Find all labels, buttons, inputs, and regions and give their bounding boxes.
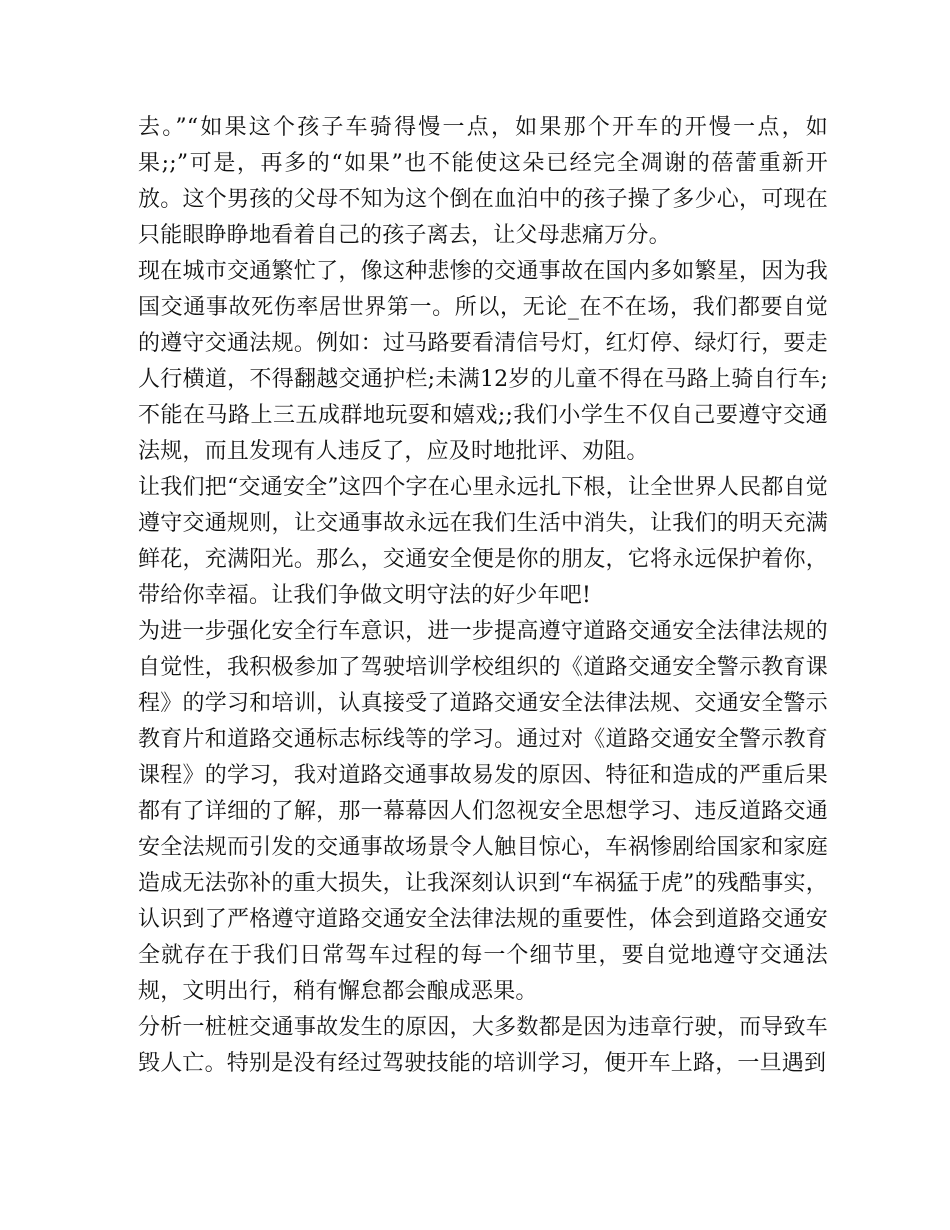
paragraph-4: 为进一步强化安全行车意识，进一步提高遵守道路交通安全法律法规的自觉性，我积极参加了驾驶培训学校组织的《道路交通安全警示教育课程》的学习和培训，认真接受了道路交通安全法律法规、交通安全警示教育片和道路交通标志标线等的学习。通过对《道路交通安全警示教育课程》的学习，我对道路交通事故易发的原因、特征和造成的严重后果都有了详细的了解，那一幕幕因人们忽视安全思想学习、违反道路交通安全法规而引发的交通事故场景令人触目惊心，车祸惨剧给国家和家庭造成无法弥补的重大损失，让我深刻认识到“车祸猛于虎”的残酷事实，认识到了严格遵守道路交通安全法律法规的重要性，体会到道路交通安全就存在于我们日常驾车过程的每一个细节里，要自觉地遵守交通法规，文明出行，稍有懈怠都会酿成恶果。 (138, 619, 828, 1004)
paragraph-2: 现在城市交通繁忙了，像这种悲惨的交通事故在国内多如繁星，因为我国交通事故死伤率居世界第一。所以，无论_在不在场，我们都要自觉的遵守交通法规。例如：过马路要看清信号灯，红灯停、绿灯行，要走人行横道，不得翻越交通护栏;未满12岁的儿童不得在马路上骑自行车;不能在马路上三五成群地玩耍和嬉戏;;我们小学生不仅自己要遵守交通法规，而且发现有人违反了，应及时地批评、劝阻。 (138, 259, 828, 464)
document-page (138, 110, 828, 1082)
paragraph-5: 分析一桩桩交通事故发生的原因，大多数都是因为违章行驶，而导致车毁人亡。特别是没有经过驾驶技能的培训学习，便开车上路，一旦遇到 (138, 1015, 828, 1076)
paragraph-1: 去。”“如果这个孩子车骑得慢一点，如果那个开车的开慢一点，如果;;”可是，再多的“如果”也不能使这朵已经完全凋谢的蓓蕾重新开放。这个男孩的父母不知为这个倒在血泊中的孩子操了多少心，可现在只能眼睁睁地看着自己的孩子离去，让父母悲痛万分。 (138, 115, 828, 248)
paragraph-3: 让我们把“交通安全”这四个字在心里永远扎下根，让全世界人民都自觉遵守交通规则，让交通事故永远在我们生活中消失，让我们的明天充满鲜花，充满阳光。那么，交通安全便是你的朋友，它将永远保护着你，带给你幸福。让我们争做文明守法的好少年吧! (138, 475, 828, 608)
